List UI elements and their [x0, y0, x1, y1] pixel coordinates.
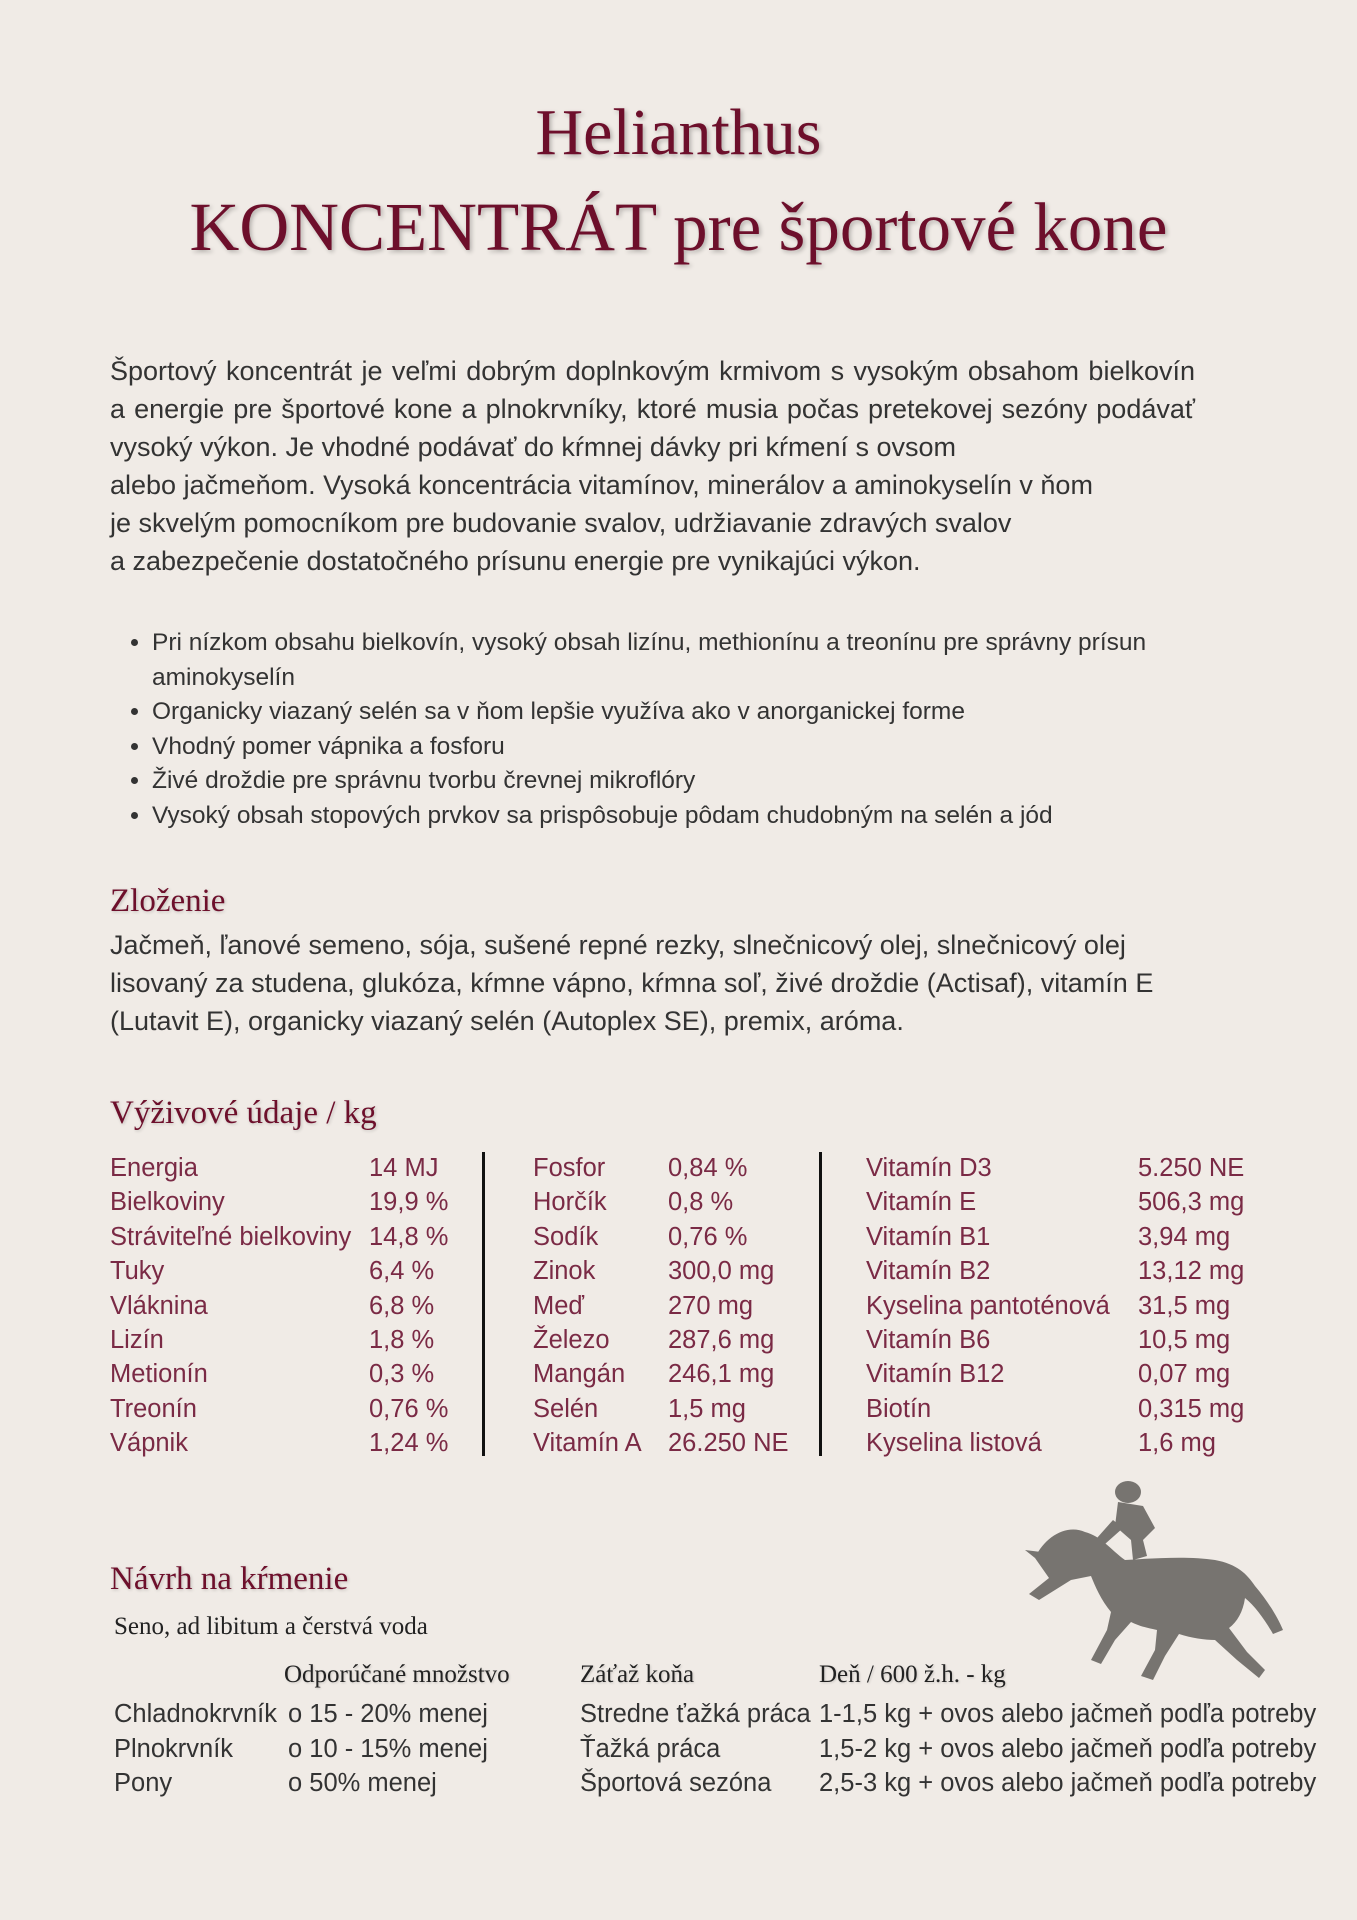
nutrient-row [866, 1289, 1231, 1323]
nutrient-name: Vitamín E [866, 1188, 977, 1217]
nutrient-value: 6,8 % [369, 1291, 435, 1320]
nutrient-row [866, 1357, 1231, 1391]
nutrient-name: Kyselina listová [866, 1429, 1042, 1458]
nutrient-name: Vitamín A [533, 1429, 642, 1458]
nutrient-name: Selén [533, 1394, 599, 1423]
nutrient-name: Vitamín B12 [866, 1360, 1005, 1389]
nutrient-name: Treonín [110, 1394, 197, 1423]
feeding-header-load: Záťaž koňa [580, 1661, 695, 1688]
nutrient-value: 300,0 mg [668, 1257, 775, 1286]
daily-dose: 1-1,5 kg + ovos alebo jačmeň podľa potreby [819, 1700, 1317, 1728]
nutrient-value: 506,3 mg [1138, 1188, 1245, 1217]
nutrient-value: 13,12 mg [1138, 1257, 1245, 1286]
nutrient-value: 1,6 mg [1138, 1429, 1216, 1458]
nutrient-value: 6,4 % [369, 1257, 435, 1286]
nutrient-value: 0,76 % [369, 1394, 449, 1423]
nutrient-name: Lizín [110, 1325, 164, 1354]
nutrient-name: Vitamín B1 [866, 1222, 991, 1251]
intro-line: alebo jačmeňom. Vysoká koncentrácia vitamínov, minerálov a aminokyselín v ňom [110, 470, 1093, 500]
feeding-note: Seno, ad libitum a čerstvá voda [114, 1613, 428, 1640]
nutrient-row [866, 1392, 1245, 1426]
nutrient-value: 0,315 mg [1138, 1394, 1245, 1423]
feeding-amounts-column [288, 1697, 488, 1801]
composition-heading: Zloženie [110, 883, 226, 919]
nutrient-row [866, 1426, 1216, 1460]
feeding-header-daily: Deň / 600 ž.h. - kg [819, 1661, 1006, 1688]
nutrient-row [533, 1220, 748, 1254]
nutrient-value: 14 MJ [369, 1154, 439, 1182]
column-divider [819, 1152, 822, 1456]
horse-load: Športová sezóna [580, 1769, 772, 1797]
nutrient-row [866, 1254, 1245, 1288]
horse-type: Chladnokrvník [114, 1700, 277, 1728]
nutrient-value: 5.250 NE [1138, 1154, 1245, 1182]
nutrient-value: 26.250 NE [668, 1429, 789, 1458]
racehorse-jockey-silhouette-icon [1015, 1480, 1285, 1690]
feeding-types-column [114, 1697, 277, 1801]
nutrient-name: Sodík [533, 1222, 599, 1251]
daily-dose: 2,5-3 kg + ovos alebo jačmeň podľa potreby [819, 1769, 1317, 1797]
nutrition-column-3 [866, 1151, 1245, 1461]
feeding-daily-column [819, 1697, 1316, 1801]
feature-item: • Vysoký obsah stopových prvkov sa prispôsobuje pôdam chudobným na selén a jód [152, 799, 1237, 834]
feature-item: • Organicky viazaný selén sa v ňom lepšie využíva ako v anorganickej forme [152, 695, 1237, 730]
nutrient-name: Energia [110, 1154, 198, 1182]
recommended-amount: o 10 - 15% menej [288, 1734, 488, 1763]
nutrient-value: 0,84 % [668, 1154, 748, 1182]
nutrient-row [533, 1357, 775, 1391]
nutrient-name: Biotín [866, 1394, 932, 1423]
nutrient-row [110, 1323, 435, 1357]
nutrient-value: 14,8 % [369, 1222, 449, 1251]
feature-item: • Živé droždie pre správnu tvorbu črevnej mikroflóry [152, 764, 1237, 799]
feature-item: • Pri nízkom obsahu bielkovín, vysoký obsah lizínu, methionínu a treonínu pre správny prísun aminokyselín [152, 626, 1237, 695]
nutrient-row [533, 1323, 775, 1357]
nutrient-value: 0,8 % [668, 1188, 734, 1217]
nutrient-name: Kyselina pantoténová [866, 1291, 1110, 1320]
nutrient-row [533, 1185, 734, 1219]
nutrient-row [533, 1254, 775, 1288]
nutrient-row [533, 1289, 754, 1323]
nutrient-row [110, 1151, 439, 1185]
intro-justified-text: Športový koncentrát je veľmi dobrým doplnkovým krmivom s vysokým obsahom bielkovín a energie pre športové kone a plnokrvníky, ktoré musia počas pretekovej sezóny podávať vysoký výkon. Je vhodné podávať do kŕmnej dávky pri kŕmení s ovsom [110, 356, 1195, 462]
nutrient-value: 0,07 mg [1138, 1360, 1231, 1389]
feeding-header-amount: Odporúčané množstvo [284, 1661, 510, 1688]
nutrient-name: Vitamín D3 [866, 1154, 992, 1182]
nutrient-name: Vápnik [110, 1429, 188, 1458]
nutrient-value: 10,5 mg [1138, 1325, 1231, 1354]
nutrient-value: 3,94 mg [1138, 1222, 1231, 1251]
nutrient-name: Stráviteľné bielkoviny [110, 1222, 352, 1251]
feature-item: • Vhodný pomer vápnika a fosforu [152, 730, 1237, 765]
nutrient-name: Železo [533, 1325, 610, 1354]
nutrient-row [866, 1185, 1245, 1219]
nutrient-value: 0,76 % [668, 1222, 748, 1251]
product-subtitle: KONCENTRÁT pre športové kone [189, 189, 1168, 265]
nutrient-name: Vitamín B6 [866, 1325, 991, 1354]
recommended-amount: o 15 - 20% menej [288, 1700, 488, 1728]
nutrient-name: Bielkoviny [110, 1188, 225, 1217]
nutrient-row [533, 1426, 789, 1460]
composition-text: Jačmeň, ľanové semeno, sója, sušené repné rezky, slnečnicový olej, slnečnicový olej lisovaný za studena, glukóza, kŕmne vápno, kŕmna soľ, živé droždie (Actisaf), vitamín E (Lutavit E), organicky viazaný selén (Autoplex SE), premix, aróma. [110, 930, 1154, 1036]
nutrient-row [110, 1357, 435, 1391]
nutrient-value: 31,5 mg [1138, 1291, 1231, 1320]
nutrient-row [110, 1254, 435, 1288]
intro-line: je skvelým pomocníkom pre budovanie svalov, udržiavanie zdravých svalov [110, 508, 1012, 538]
feeding-heading: Návrh na kŕmenie [110, 1561, 349, 1597]
feature-list [110, 626, 1237, 833]
nutrient-name: Fosfor [533, 1154, 606, 1182]
nutrient-row [110, 1220, 449, 1254]
nutrient-row [110, 1426, 449, 1460]
intro-paragraph [110, 352, 1195, 580]
recommended-amount: o 50% menej [288, 1769, 437, 1797]
nutrient-value: 287,6 mg [668, 1325, 775, 1354]
nutrient-value: 246,1 mg [668, 1360, 775, 1389]
nutrient-name: Metionín [110, 1360, 208, 1389]
nutrient-row [110, 1185, 449, 1219]
nutrient-row [866, 1323, 1231, 1357]
nutrient-name: Meď [533, 1291, 585, 1320]
nutrient-row [110, 1289, 435, 1323]
nutrient-value: 19,9 % [369, 1188, 449, 1217]
nutrient-name: Tuky [110, 1257, 165, 1286]
intro-line: a zabezpečenie dostatočného prísunu energie pre vynikajúci výkon. [110, 546, 921, 576]
nutrient-value: 1,5 mg [668, 1394, 746, 1423]
nutrient-name: Vitamín B2 [866, 1257, 991, 1286]
nutrient-row [533, 1151, 748, 1185]
column-divider [482, 1152, 485, 1456]
nutrient-row [866, 1220, 1231, 1254]
nutrient-value: 1,24 % [369, 1429, 449, 1458]
nutrient-name: Horčík [533, 1188, 607, 1217]
feeding-loads-column [580, 1697, 811, 1801]
daily-dose: 1,5-2 kg + ovos alebo jačmeň podľa potreby [819, 1734, 1317, 1763]
nutrient-name: Mangán [533, 1360, 626, 1389]
horse-load: Ťažká práca [580, 1734, 721, 1763]
horse-type: Plnokrvník [114, 1734, 234, 1763]
horse-type: Pony [114, 1769, 173, 1797]
nutrient-name: Vláknina [110, 1291, 208, 1320]
nutrient-value: 270 mg [668, 1291, 754, 1320]
nutrient-row [110, 1392, 449, 1426]
nutrient-value: 0,3 % [369, 1360, 435, 1389]
nutrition-column-1 [110, 1151, 449, 1461]
nutrient-row [866, 1151, 1245, 1185]
nutrient-row [533, 1392, 746, 1426]
nutrition-column-2 [533, 1151, 789, 1461]
nutrition-heading: Výživové údaje / kg [110, 1095, 377, 1131]
nutrient-value: 1,8 % [369, 1325, 435, 1354]
horse-load: Stredne ťažká práca [580, 1700, 811, 1728]
nutrient-name: Zinok [533, 1257, 596, 1286]
product-title: Helianthus [535, 96, 822, 169]
